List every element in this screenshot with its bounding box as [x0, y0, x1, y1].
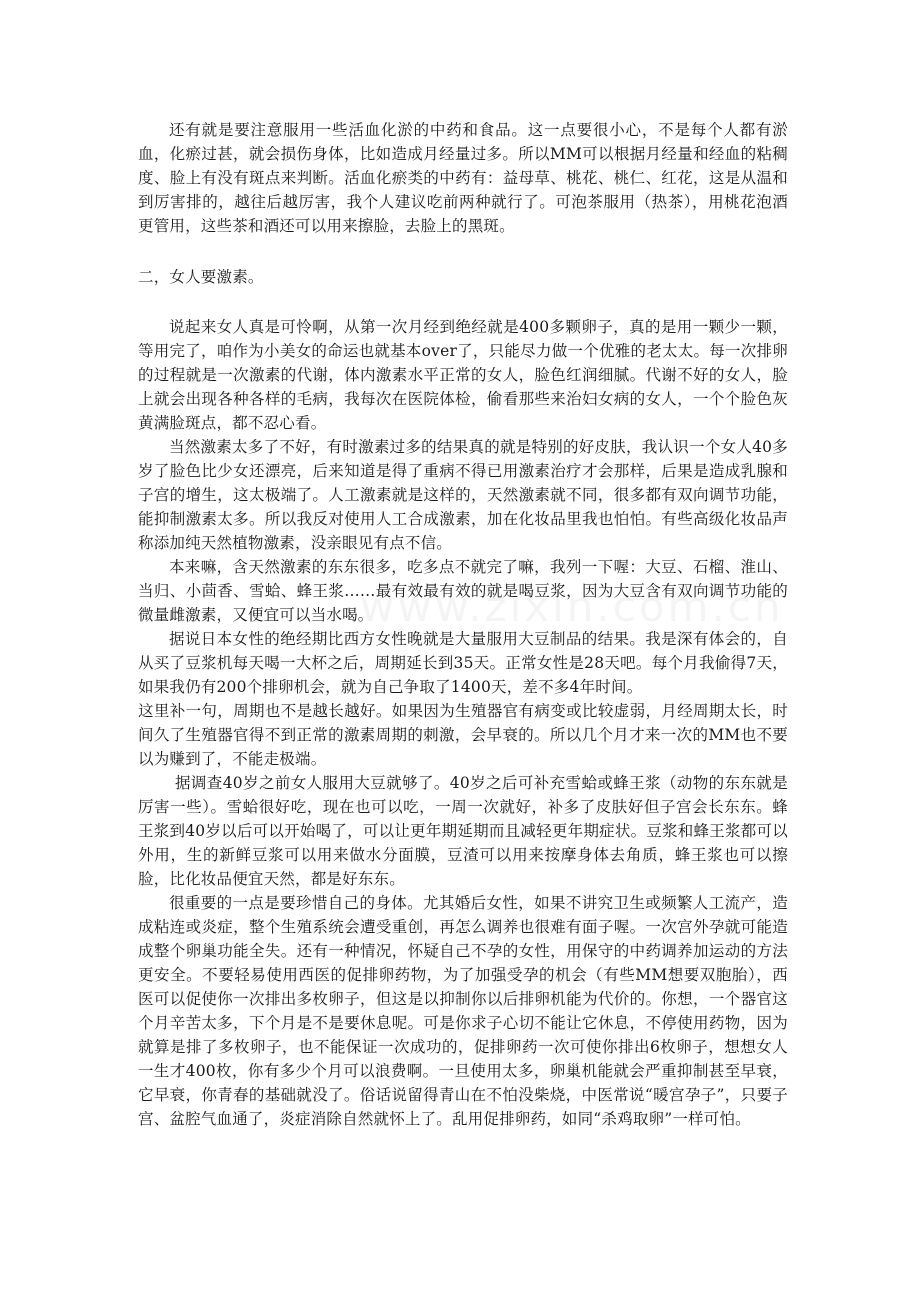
paragraph-hormone-intro: 说起来女人真是可怜啊，从第一次月经到绝经就是400多颗卵子，真的是用一颗少一颗，等用完了，咱作为小美女的命运也就基本over了，只能尽力做一个优雅的老太太。每一次排卵的过程就是一次激素的代谢，体内激素水平正常的女人，脸色红润细腻。代谢不好的女人，脸上就会出现各种各样的毛病，我每次在医院体检，偷看那些来治妇女病的女人，一个个脸色灰黄满脸斑点，都不忍心看。	[138, 318, 788, 432]
paragraph-natural-hormone-foods: 本来嘛，含天然激素的东东很多，吃多点不就完了嘛，我列一下喔：大豆、石榴、淮山、当归、小茴香、雪蛤、蜂王浆……最有效最有效的就是喝豆浆，因为大豆含有双向调节功能的微量雌激素，又便宜可以当水喝。	[138, 558, 788, 624]
paragraph-soy-japan: 据说日本女性的绝经期比西方女性晚就是大量服用大豆制品的结果。我是深有体会的，自从买了豆浆机每天喝一大杯之后，周期延长到35天。正常女性是28天吧。每个月我偷得7天，如果我仍有200个排卵机会，就为自己争取了1400天，差不多4年时间。	[138, 630, 788, 696]
paragraph-blood-herbs: 还有就是要注意服用一些活血化淤的中药和食品。这一点要很小心，不是每个人都有淤血，化瘀过甚，就会损伤身体，比如造成月经量过多。所以MM可以根据月经量和经血的粘稠度、脸上有没有斑点来判断。活血化瘀类的中药有：益母草、桃花、桃仁、红花，这是从温和到厉害排的，越往后越厉害，我个人建议吃前两种就行了。可泡茶服用（热茶），用桃花泡酒更管用，这些茶和酒还可以用来擦脸，去脸上的黑斑。	[138, 121, 788, 235]
paragraph-cycle-note: 这里补一句，周期也不是越长越好。如果因为生殖器官有病变或比较虚弱，月经周期太长，时间久了生殖器官得不到正常的激素周期的刺激，会早衰的。所以几个月才来一次的MM也不要以为赚到了，不能走极端。	[138, 702, 788, 768]
section-heading-hormones: 二，女人要激素。	[138, 268, 264, 286]
paragraph-too-much-hormone: 当然激素太多了不好，有时激素过多的结果真的就是特别的好皮肤，我认识一个女人40多岁了脸色比少女还漂亮，后来知道是得了重病不得已用激素治疗才会那样，后果是造成乳腺和子宫的增生，这太极端了。人工激素就是这样的，天然激素就不同，很多都有双向调节功能，能抑制激素太多。所以我反对使用人工合成激素，加在化妆品里我也怕怕。有些高级化妆品声称添加纯天然植物激素，没亲眼见有点不信。	[138, 438, 788, 552]
document-body	[138, 118, 788, 1131]
paragraph-age-40: 据调查40岁之前女人服用大豆就够了。40岁之后可补充雪蛤或蜂王浆（动物的东东就是厉害一些）。雪蛤很好吃，现在也可以吃，一周一次就好，补多了皮肤好但子宫会长东东。蜂王浆到40岁以后可以开始喝了，可以让更年期延期而且减轻更年期症状。豆浆和蜂王浆都可以外用，生的新鲜豆浆可以用来做水分面膜，豆渣可以用来按摩身体去角质，蜂王浆也可以擦脸，比化妆品便宜天然，都是好东东。	[138, 774, 788, 888]
paragraph-protect-body: 很重要的一点是要珍惜自己的身体。尤其婚后女性，如果不讲究卫生或频繁人工流产，造成粘连或炎症，整个生殖系统会遭受重创，再怎么调养也很难有面子喔。一次宫外孕就可能造成整个卵巢功能全失。还有一种情况，怀疑自己不孕的女性，用保守的中药调养加运动的方法更安全。不要轻易使用西医的促排卵药物，为了加强受孕的机会（有些MM想要双胞胎），西医可以促使你一次排出多枚卵子，但这是以抑制你以后排卵机能为代价的。你想，一个器官这个月辛苦太多，下个月是不是要休息呢。可是你求子心切不能让它休息，不停使用药物，因为就算是排了多枚卵子，也不能保证一次成功的，促排卵药一次可使你排出6枚卵子，想想女人一生才400枚，你有多少个月可以浪费啊。一旦使用太多，卵巢机能就会严重抑制甚至早衰，它早衰，你青春的基础就没了。俗话说留得青山在不怕没柴烧，中医常说“暖宫孕子”，只要子宫、盆腔气血通了，炎症消除自然就怀上了。乱用促排卵药，如同“杀鸡取卵”一样可怕。	[138, 894, 788, 1128]
